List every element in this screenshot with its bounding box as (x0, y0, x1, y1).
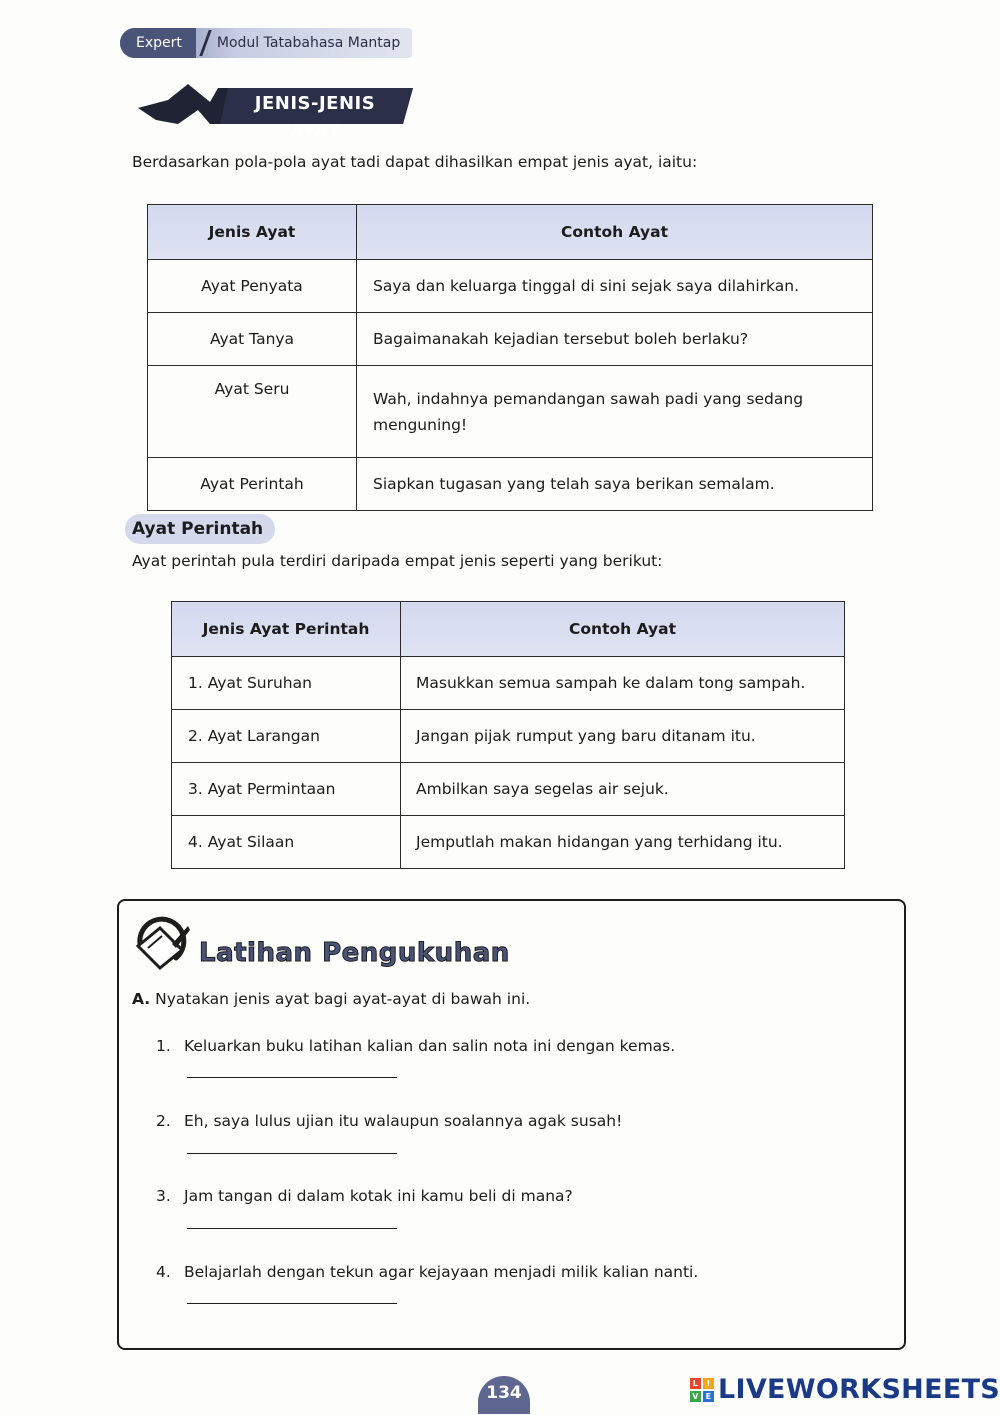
command-type-cell: 3. Ayat Permintaan (172, 763, 401, 816)
answer-line[interactable] (187, 1228, 397, 1229)
column-header: Jenis Ayat Perintah (172, 602, 401, 657)
pencil-notebook-icon (130, 914, 192, 972)
table-row (148, 313, 873, 366)
command-type-cell: 4. Ayat Silaan (172, 816, 401, 869)
logo-letter: L (690, 1378, 701, 1389)
example-cell: Jangan pijak rumput yang baru ditanam itu. (401, 710, 845, 763)
example-cell: Wah, indahnya pemandangan sawah padi yang sedang menguning! (357, 366, 873, 458)
column-header: Contoh Ayat (357, 205, 873, 260)
section-title: JENIS-JENIS AYAT (254, 93, 376, 142)
watermark-text: LIVEWORKSHEETS (718, 1374, 1000, 1405)
table-row (172, 710, 845, 763)
exercise-instruction (132, 990, 530, 1008)
instruction-text: Nyatakan jenis ayat bagi ayat-ayat di bawah ini. (155, 990, 531, 1008)
command-types-table (171, 601, 845, 869)
answer-line[interactable] (187, 1077, 397, 1078)
table-row (172, 763, 845, 816)
answer-line[interactable] (187, 1153, 397, 1154)
table-row (148, 458, 873, 511)
logo-letter: V (690, 1391, 701, 1402)
liveworksheets-logo-icon (690, 1378, 714, 1402)
question-text: Belajarlah dengan tekun agar kejayaan menjadi milik kalian nanti. (184, 1263, 699, 1281)
table-header-row (148, 205, 873, 260)
question-number: 1. (156, 1037, 171, 1055)
question-text: Eh, saya lulus ujian itu walaupun soalannya agak susah! (184, 1112, 623, 1130)
sentence-types-table (147, 204, 873, 511)
question-number: 4. (156, 1263, 171, 1281)
logo-letter: I (703, 1378, 714, 1389)
table-row (172, 816, 845, 869)
column-header: Contoh Ayat (401, 602, 845, 657)
tag-divider (199, 30, 211, 56)
question-text: Jam tangan di dalam kotak ini kamu beli di mana? (184, 1187, 573, 1205)
example-cell: Bagaimanakah kejadian tersebut boleh berlaku? (357, 313, 873, 366)
table-row (148, 260, 873, 313)
sentence-type-cell: Ayat Penyata (148, 260, 357, 313)
page-number: 134 (478, 1376, 530, 1414)
sentence-type-cell: Ayat Seru (148, 366, 357, 458)
module-tag (120, 28, 412, 58)
module-label: Modul Tatabahasa Mantap (216, 35, 401, 51)
exercise-title: Latihan Pengukuhan (199, 938, 510, 968)
column-header: Jenis Ayat (148, 205, 357, 260)
subsection-title: Ayat Perintah (125, 514, 275, 544)
intro-text: Berdasarkan pola-pola ayat tadi dapat dihasilkan empat jenis ayat, iaitu: (132, 153, 698, 171)
command-type-cell: 2. Ayat Larangan (172, 710, 401, 763)
subsection-intro: Ayat perintah pula terdiri daripada empat jenis seperti yang berikut: (132, 552, 663, 570)
example-cell: Masukkan semua sampah ke dalam tong sampah. (401, 657, 845, 710)
sentence-type-cell: Ayat Perintah (148, 458, 357, 511)
liveworksheets-watermark (690, 1374, 1000, 1405)
table-header-row (172, 602, 845, 657)
example-cell: Ambilkan saya segelas air sejuk. (401, 763, 845, 816)
level-label: Expert (120, 28, 196, 58)
answer-line[interactable] (187, 1303, 397, 1304)
sentence-type-cell: Ayat Tanya (148, 313, 357, 366)
command-type-cell: 1. Ayat Suruhan (172, 657, 401, 710)
example-cell: Siapkan tugasan yang telah saya berikan semalam. (357, 458, 873, 511)
table-row (148, 366, 873, 458)
example-cell: Saya dan keluarga tinggal di sini sejak saya dilahirkan. (357, 260, 873, 313)
logo-letter: E (703, 1391, 714, 1402)
question-text: Keluarkan buku latihan kalian dan salin nota ini dengan kemas. (184, 1037, 676, 1055)
example-cell: Jemputlah makan hidangan yang terhidang itu. (401, 816, 845, 869)
section-label: A. (132, 990, 151, 1008)
question-number: 3. (156, 1187, 171, 1205)
table-row (172, 657, 845, 710)
question-number: 2. (156, 1112, 171, 1130)
